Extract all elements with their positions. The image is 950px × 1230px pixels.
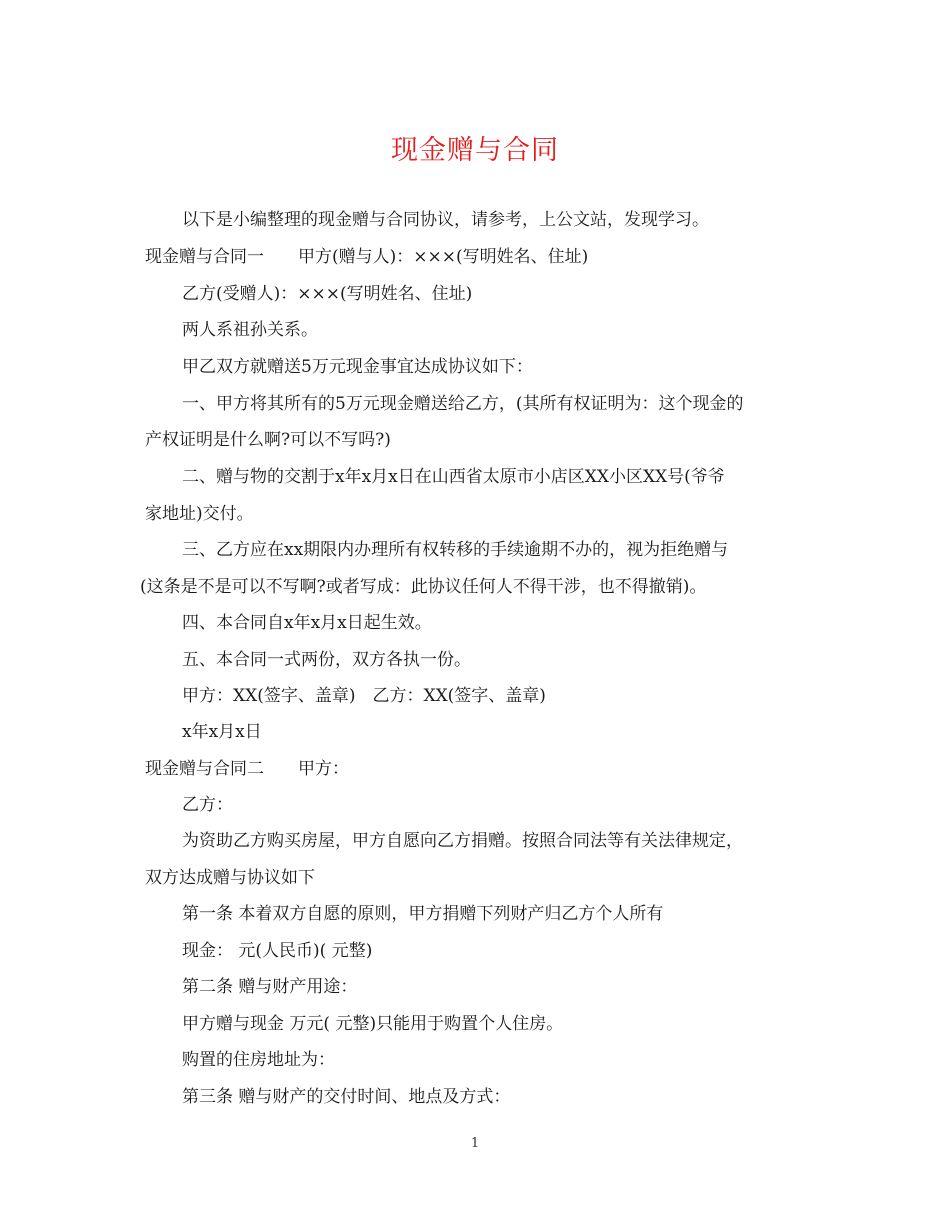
paragraph-line: 第三条 赠与财产的交付时间、地点及方式： [182,1087,511,1107]
signature-line: 甲方：XX(签字、盖章) 乙方：XX(签字、盖章) [182,686,546,706]
date-line: x年x月x日 [182,722,262,742]
paragraph-line: 以下是小编整理的现金赠与合同协议，请参考，上公文站，发现学习。 [182,210,709,230]
paragraph-line: 家地址)交付。 [145,504,254,524]
paragraph-line: 甲方赠与现金 万元( 元整)只能用于购置个人住房。 [182,1014,564,1034]
page-number: 1 [470,1136,480,1151]
paragraph-line: 第二条 赠与财产用途： [182,977,358,997]
paragraph-line: 产权证明是什么啊?可以不写吗?) [145,430,391,450]
paragraph-line: 第一条 本着双方自愿的原则，甲方捐赠下列财产归乙方个人所有 [182,904,664,924]
paragraph-line: 乙方(受赠人)：×××(写明姓名、住址) [182,284,473,304]
paragraph-line: 四、本合同自x年x月x日起生效。 [182,613,432,633]
paragraph-line: 现金： 元(人民币)( 元整) [182,941,373,961]
paragraph-line: 双方达成赠与协议如下 [145,868,315,888]
paragraph-line: 为资助乙方购买房屋，甲方自愿向乙方捐赠。按照合同法等有关法律规定， [182,831,743,851]
document-title: 现金赠与合同 [391,135,559,166]
paragraph-line: (这条是不是可以不写啊?或者写成：此协议任何人不得干涉，也不得撤销)。 [140,577,707,597]
paragraph-line: 现金赠与合同一 甲方(赠与人)：×××(写明姓名、住址) [145,247,589,267]
paragraph-line: 二、赠与物的交割于x年x月x日在山西省太原市小店区XX小区XX号(爷爷 [182,467,725,487]
paragraph-line: 购置的住房地址为： [182,1050,335,1070]
paragraph-line: 两人系祖孙关系。 [182,320,318,340]
paragraph-line: 三、乙方应在xx期限内办理所有权转移的手续逾期不办的，视为拒绝赠与 [182,540,729,560]
paragraph-line: 五、本合同一式两份，双方各执一份。 [182,650,471,670]
paragraph-line: 现金赠与合同二 甲方： [145,759,349,779]
paragraph-line: 一、甲方将其所有的5万元现金赠送给乙方，(其所有权证明为：这个现金的 [182,394,744,414]
paragraph-line: 甲乙双方就赠送5万元现金事宜达成协议如下： [182,357,533,377]
paragraph-line: 乙方： [182,795,233,815]
